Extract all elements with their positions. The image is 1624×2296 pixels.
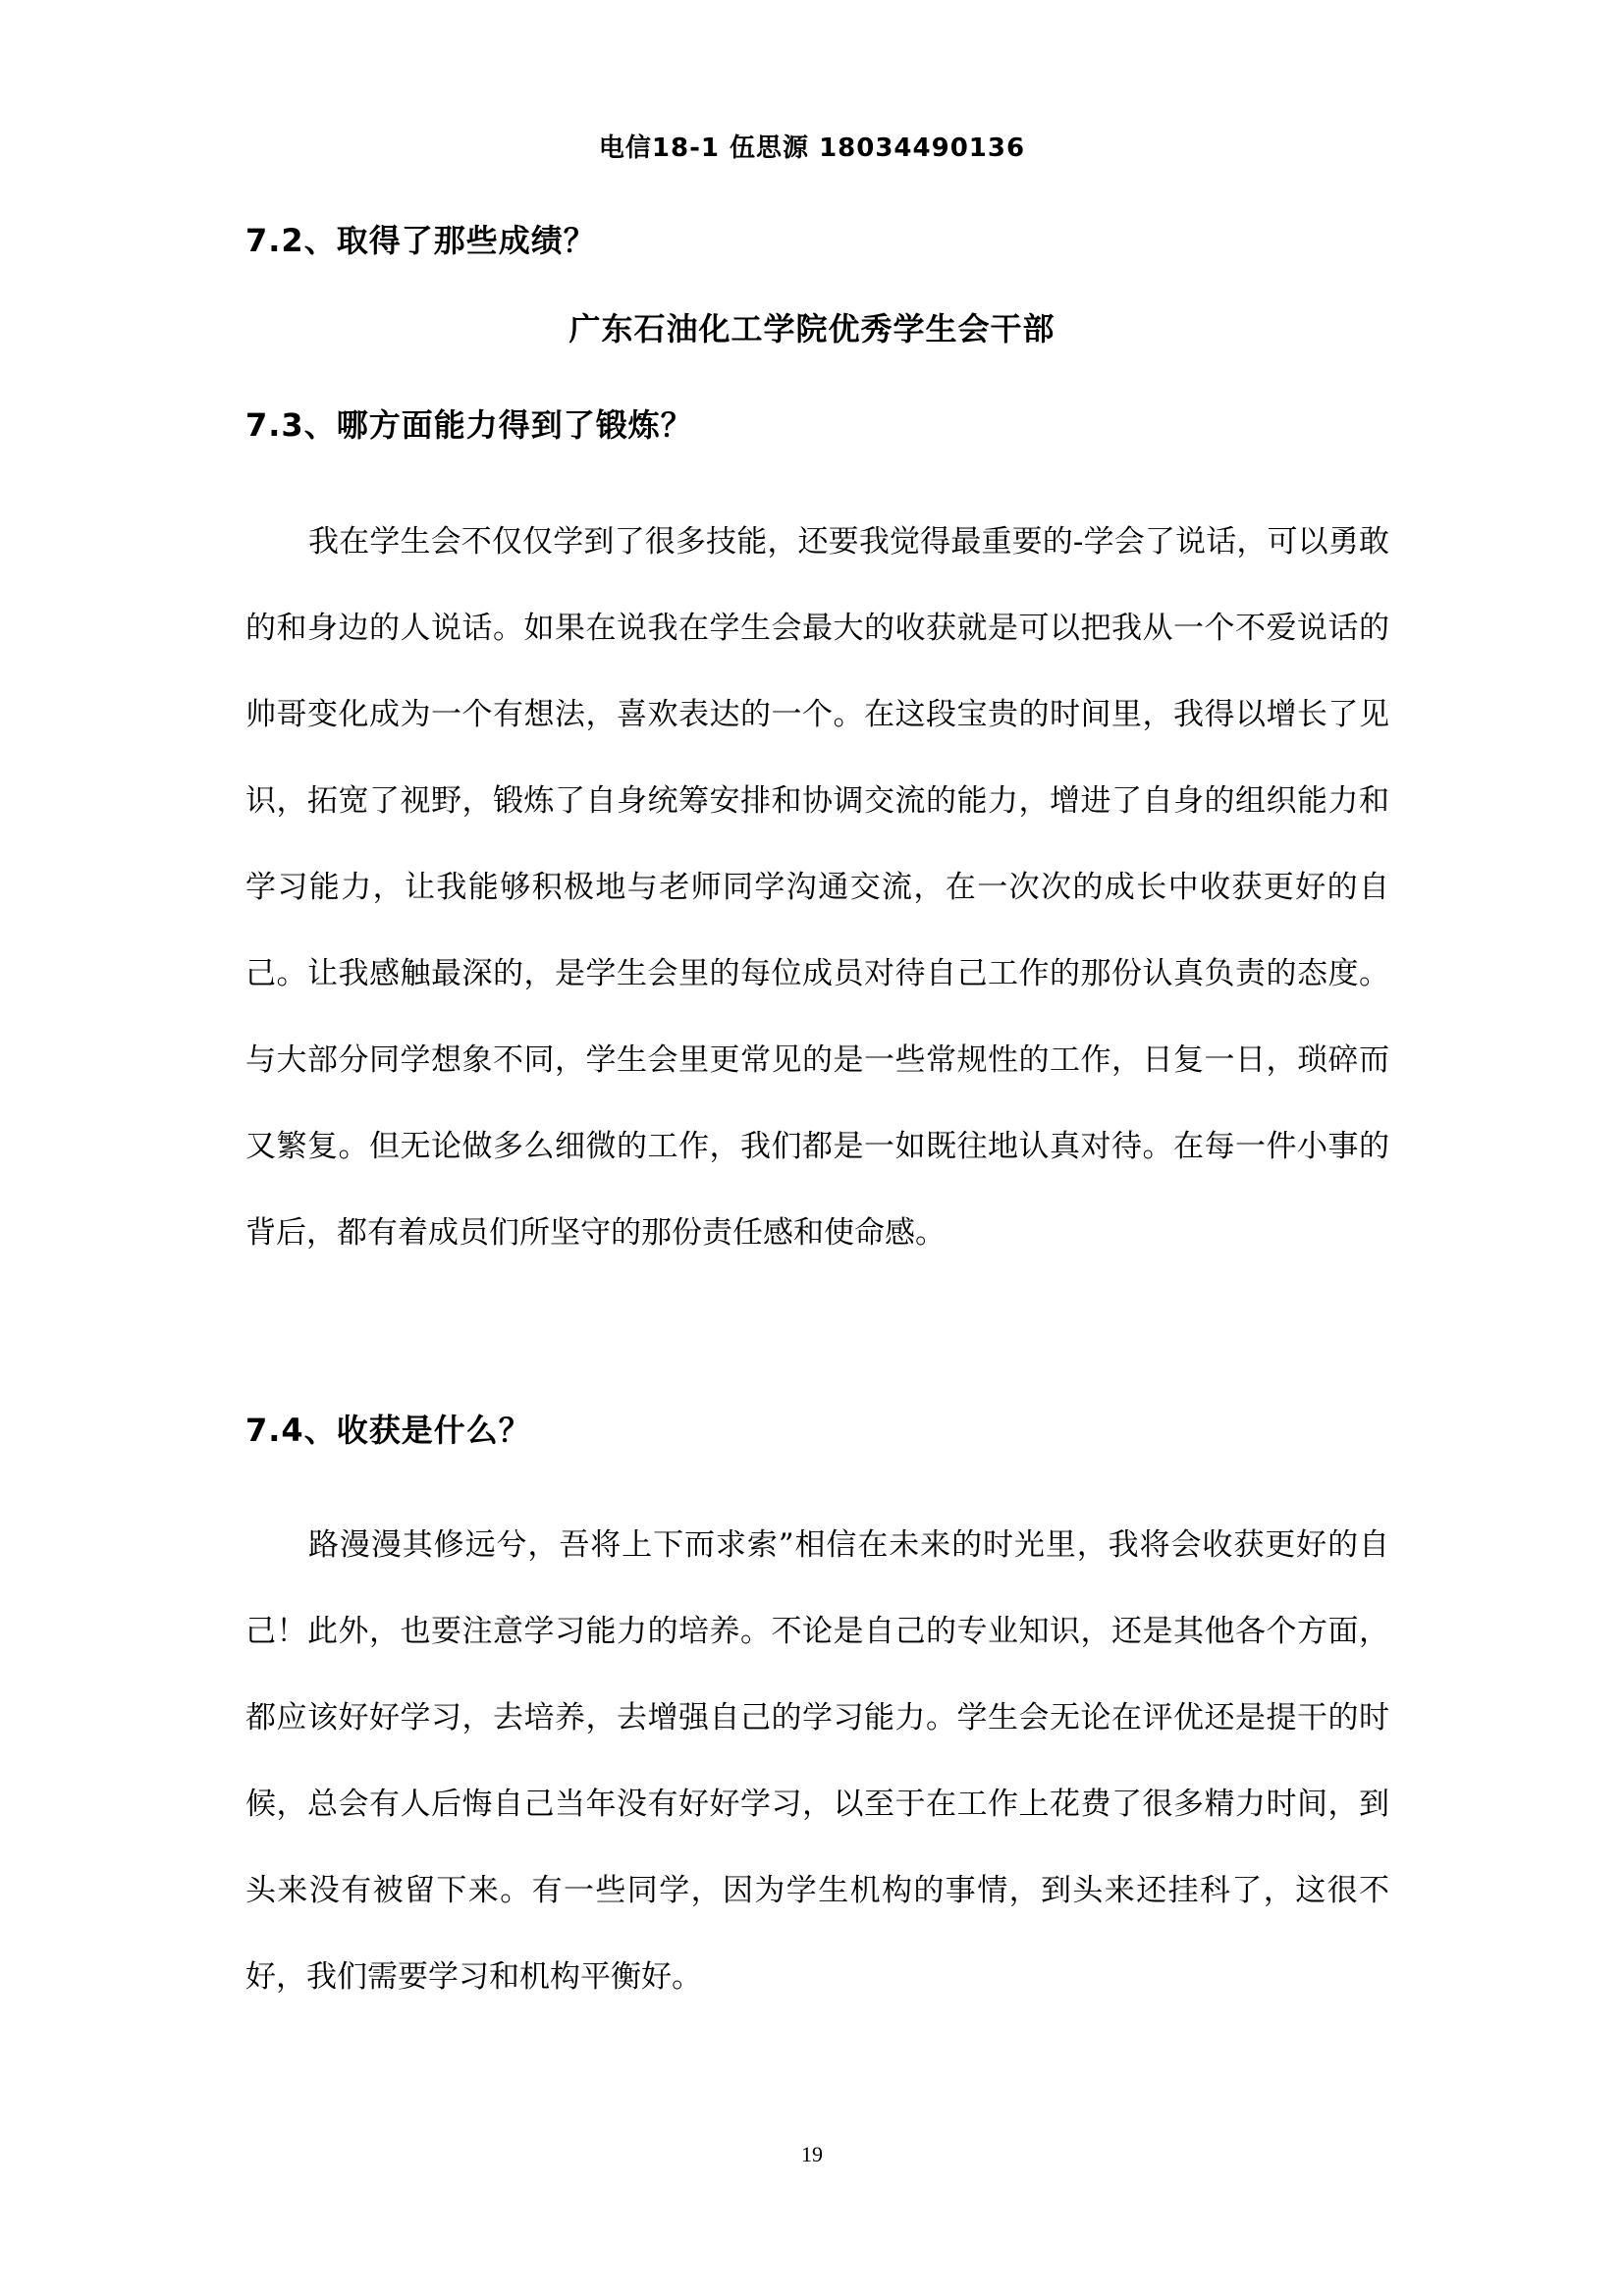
section-paragraph-7-3: 我在学生会不仅仅学到了很多技能，还要我觉得最重要的-学会了说话，可以勇敢的和身边的人说话。如果在说我在学生会最大的收获就是可以把我从一个不爱说话的帅哥变化成为一个有想法，喜欢表达的一个。在这段宝贵的时间里，我得以增长了见识，拓宽了视野，锻炼了自身统筹安排和协调交流的能力，增进了自身的组织能力和学习能力，让我能够积极地与老师同学沟通交流，在一次次的成长中收获更好的自己。让我感触最深的，是学生会里的每位成员对待自己工作的那份认真负责的态度。与大部分同学想象不同，学生会里更常见的是一些常规性的工作，日复一日，琐碎而又繁复。但无论做多么细微的工作，我们都是一如既往地认真对待。在每一件小事的背后，都有着成员们所坚守的那份责任感和使命感。 [245,524,1389,1251]
page-number: 19 [801,2142,823,2166]
section-heading-7-4: 7.4、收获是什么？ [245,1412,531,1449]
section-heading-7-3: 7.3、哪方面能力得到了锻炼？ [245,406,693,444]
section-heading-7-2: 7.2、取得了那些成绩？ [245,222,596,259]
section-paragraph-7-4: 路漫漫其修远兮，吾将上下而求索”相信在未来的时光里，我将会收获更好的自己！此外，也要注意学习能力的培养。不论是自己的专业知识，还是其他各个方面，都应该好好学习，去培养，去增强自己的学习能力。学生会无论在评优还是提干的时候，总会有人后悔自己当年没有好好学习，以至于在工作上花费了很多精力时间，到头来没有被留下来。有一些同学，因为学生机构的事情，到头来还挂科了，这很不好，我们需要学习和机构平衡好。 [245,1527,1389,1995]
award-title: 广东石油化工学院优秀学生会干部 [568,310,1056,347]
page-header: 电信18-1 伍思源 18034490136 [598,133,1026,163]
